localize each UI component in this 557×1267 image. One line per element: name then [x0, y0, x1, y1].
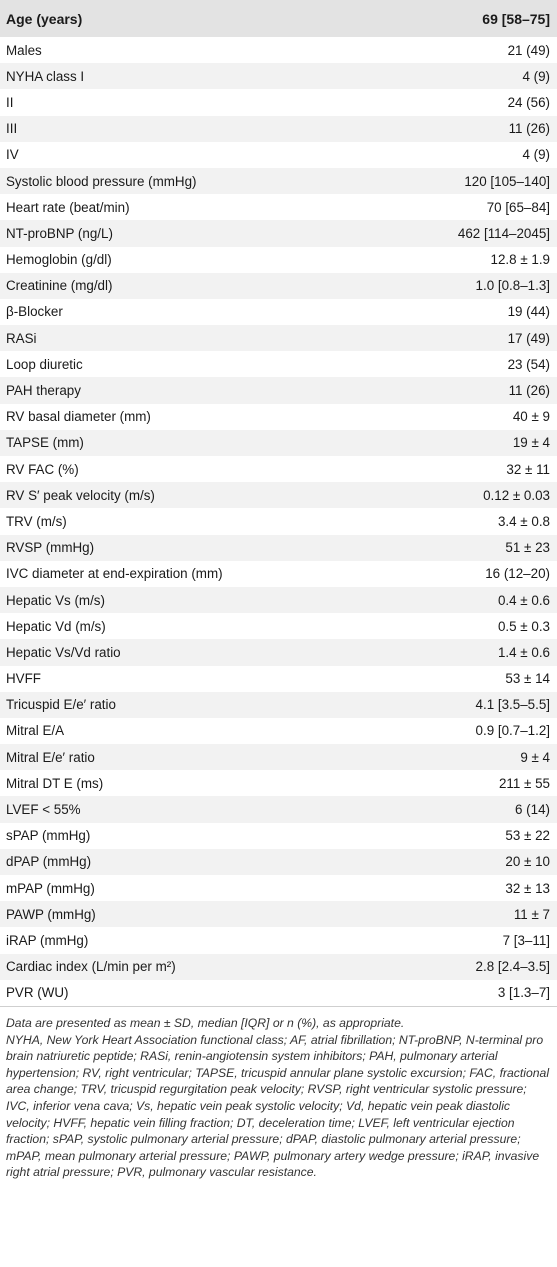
- row-value: 16 (12–20): [485, 566, 550, 582]
- row-value: 120 [105–140]: [464, 173, 550, 189]
- table-row: [0, 299, 557, 325]
- row-label: II: [6, 94, 14, 110]
- row-value: 21 (49): [507, 42, 550, 58]
- table-row: [0, 142, 557, 168]
- row-value: 1.0 [0.8–1.3]: [475, 278, 550, 294]
- table-row: [0, 37, 557, 63]
- row-label: RASi: [6, 330, 37, 346]
- row-label: III: [6, 121, 18, 137]
- row-value: 0.9 [0.7–1.2]: [475, 723, 550, 739]
- row-label: PAWP (mmHg): [6, 906, 96, 922]
- row-label: Hepatic Vs (m/s): [6, 592, 105, 608]
- table-row: [0, 325, 557, 351]
- row-value: 211 ± 55: [498, 775, 550, 791]
- row-value: 19 (44): [507, 304, 550, 320]
- table-row: [0, 692, 557, 718]
- row-value: 2.8 [2.4–3.5]: [475, 959, 550, 975]
- row-label: Males: [6, 42, 42, 58]
- row-label: sPAP (mmHg): [6, 828, 91, 844]
- table-row: [0, 273, 557, 299]
- abbreviations-note: NYHA, New York Heart Association functional class; AF, atrial fibrillation; NT-proBNP, N-terminal pro brain natriuretic peptide; RASi, renin-angiotensin system inhibitors; PAH, pulmonary arterial hypertension; RV, right ventricular; TAPSE, tricuspid annular plane systolic excursion; FAC, fractional area change; TRV, tricuspid regurgitation peak velocity; RVSP, right ventricular systolic pressure; IVC, inferior vena cava; Vs, hepatic vein peak systolic velocity; Vd, hepatic vein peak diastolic velocity; HVFF, hepatic vein filling fraction; DT, deceleration time; LVEF, left ventricular ejection fraction; sPAP, systolic pulmonary arterial pressure; dPAP, diastolic pulmonary arterial pressure; mPAP, mean pulmonary arterial pressure; PAWP, pulmonary artery wedge pressure; iRAP, invasive right atrial pressure; PVR, pulmonary vascular resistance.: [6, 1032, 550, 1180]
- row-label: RV basal diameter (mm): [6, 409, 151, 425]
- row-label: Loop diuretic: [6, 356, 83, 372]
- table-row: [0, 89, 557, 115]
- row-value: 11 (26): [508, 121, 550, 137]
- row-label: NT-proBNP (ng/L): [6, 225, 113, 241]
- row-label: TRV (m/s): [6, 513, 67, 529]
- table-row: [0, 482, 557, 508]
- table-row: [0, 718, 557, 744]
- row-label: Hemoglobin (g/dl): [6, 252, 112, 268]
- row-value: 11 (26): [508, 383, 550, 399]
- row-value: 17 (49): [507, 330, 550, 346]
- row-value: 9 ± 4: [520, 749, 550, 765]
- row-value: 53 ± 14: [505, 671, 550, 687]
- row-value: 51 ± 23: [505, 540, 550, 556]
- row-label: Tricuspid E/e′ ratio: [6, 697, 116, 713]
- row-label: Creatinine (mg/dl): [6, 278, 113, 294]
- row-label: RV S′ peak velocity (m/s): [6, 487, 155, 503]
- table-row: [0, 823, 557, 849]
- data-presentation-note: Data are presented as mean ± SD, median [IQR] or n (%), as appropriate.: [6, 1015, 405, 1030]
- row-value: 3.4 ± 0.8: [497, 513, 550, 529]
- table-row: [0, 770, 557, 796]
- table-row: [0, 744, 557, 770]
- table-row: [0, 561, 557, 587]
- row-value: 0.4 ± 0.6: [497, 592, 550, 608]
- table-row: [0, 404, 557, 430]
- table-row: [0, 220, 557, 246]
- row-label: HVFF: [6, 671, 41, 687]
- table-row: [0, 351, 557, 377]
- row-value: 462 [114–2045]: [457, 225, 550, 241]
- table-row: [0, 639, 557, 665]
- row-label: PAH therapy: [6, 383, 81, 399]
- row-label: Mitral E/A: [6, 723, 65, 739]
- row-label: dPAP (mmHg): [6, 854, 92, 870]
- table-header: [0, 0, 557, 37]
- row-label: NYHA class I: [6, 68, 85, 84]
- table-row: [0, 456, 557, 482]
- row-value: 4 (9): [522, 147, 550, 163]
- row-value: 7 [3–11]: [502, 932, 550, 948]
- row-value: 0.12 ± 0.03: [483, 487, 550, 503]
- row-label: Cardiac index (L/min per m²): [6, 959, 176, 975]
- table-row: [0, 796, 557, 822]
- table-row: [0, 849, 557, 875]
- header-label: Age (years): [6, 10, 83, 27]
- table-row: [0, 116, 557, 142]
- row-label: RV FAC (%): [6, 461, 79, 477]
- table-row: [0, 194, 557, 220]
- header-row: [0, 0, 557, 37]
- table-row: [0, 430, 557, 456]
- table-body: [0, 37, 557, 1006]
- table-row: [0, 63, 557, 89]
- row-label: LVEF < 55%: [6, 802, 81, 818]
- row-value: 12.8 ± 1.9: [490, 252, 550, 268]
- table-row: [0, 875, 557, 901]
- header-value: 69 [58–75]: [482, 10, 550, 27]
- row-value: 19 ± 4: [512, 435, 550, 451]
- row-value: 40 ± 9: [512, 409, 550, 425]
- table-row: [0, 613, 557, 639]
- row-value: 3 [1.3–7]: [497, 985, 550, 1001]
- row-label: Hepatic Vd (m/s): [6, 618, 106, 634]
- row-value: 24 (56): [507, 94, 550, 110]
- row-label: RVSP (mmHg): [6, 540, 95, 556]
- table-row: [0, 927, 557, 953]
- row-label: Hepatic Vs/Vd ratio: [6, 644, 121, 660]
- table-row: [0, 954, 557, 980]
- row-label: IVC diameter at end-expiration (mm): [6, 566, 223, 582]
- table-row: [0, 587, 557, 613]
- row-label: Systolic blood pressure (mmHg): [6, 173, 197, 189]
- row-value: 11 ± 7: [513, 906, 550, 922]
- row-label: TAPSE (mm): [6, 435, 84, 451]
- table-row: [0, 980, 557, 1006]
- row-value: 23 (54): [507, 356, 550, 372]
- row-label: mPAP (mmHg): [6, 880, 95, 896]
- table-footnotes: [0, 1007, 557, 1181]
- table-row: [0, 168, 557, 194]
- row-value: 4 (9): [522, 68, 550, 84]
- row-value: 53 ± 22: [505, 828, 550, 844]
- row-value: 0.5 ± 0.3: [497, 618, 550, 634]
- table-row: [0, 377, 557, 403]
- table-row: [0, 508, 557, 534]
- table-row: [0, 535, 557, 561]
- table-row: [0, 666, 557, 692]
- row-value: 4.1 [3.5–5.5]: [475, 697, 550, 713]
- row-value: 20 ± 10: [505, 854, 550, 870]
- row-label: Mitral E/e′ ratio: [6, 749, 95, 765]
- row-label: IV: [6, 147, 19, 163]
- row-label: iRAP (mmHg): [6, 932, 89, 948]
- row-value: 70 [65–84]: [486, 199, 550, 215]
- row-label: Mitral DT E (ms): [6, 775, 104, 791]
- table-row: [0, 901, 557, 927]
- table-row: [0, 247, 557, 273]
- row-label: β-Blocker: [6, 304, 63, 320]
- row-label: Heart rate (beat/min): [6, 199, 130, 215]
- row-value: 32 ± 11: [506, 461, 550, 477]
- row-value: 1.4 ± 0.6: [497, 644, 550, 660]
- row-label: PVR (WU): [6, 985, 69, 1001]
- row-value: 32 ± 13: [505, 880, 550, 896]
- row-value: 6 (14): [515, 802, 550, 818]
